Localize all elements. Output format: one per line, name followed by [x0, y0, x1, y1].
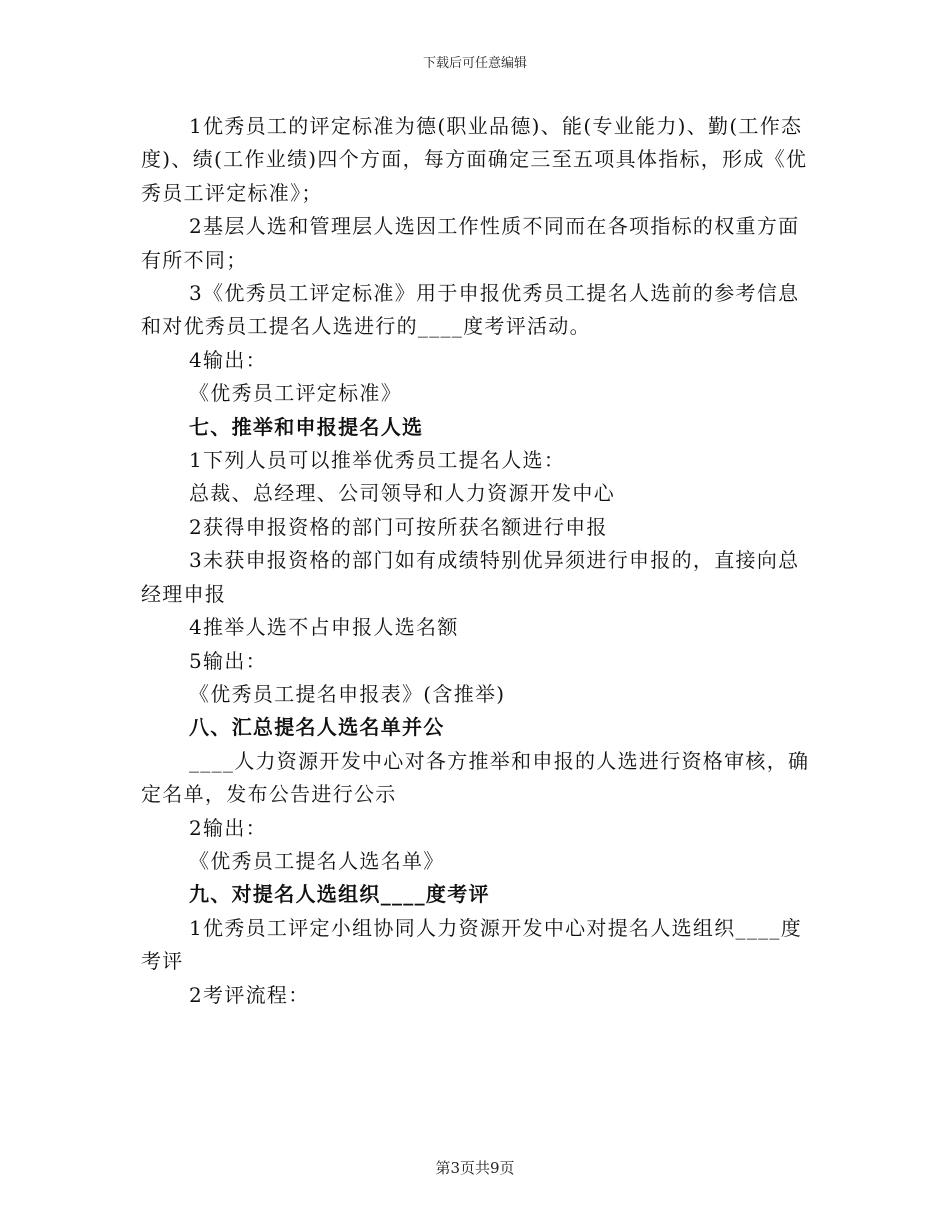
paragraph: 2获得申报资格的部门可按所获名额进行申报	[189, 514, 608, 539]
paragraph: 4推举人选不占申报人选名额	[189, 615, 459, 640]
paragraph: 3《优秀员工评定标准》用于申报优秀员工提名人选前的参考信息和对优秀员工提名人选进行的____度考评活动。	[141, 281, 800, 339]
paragraph: 5输出：	[189, 648, 267, 673]
paragraph: 总裁、总经理、公司领导和人力资源开发中心	[189, 481, 615, 506]
section-heading: 七、推举和申报提名人选	[189, 414, 424, 439]
paragraph: 2输出：	[189, 815, 267, 840]
paragraph: 1优秀员工评定小组协同人力资源开发中心对提名人选组织____度考评	[141, 915, 803, 974]
section-heading: 九、对提名人选组织____度考评	[189, 882, 490, 907]
page-header: 下载后可任意编辑	[422, 56, 527, 71]
paragraph: 《优秀员工提名申报表》(含推举)	[189, 681, 506, 706]
paragraph: 3未获申报资格的部门如有成绩特别优异须进行申报的，直接向总经理申报	[141, 548, 800, 606]
document-body	[141, 110, 813, 1012]
paragraph: 2基层人选和管理层人选因工作性质不同而在各项指标的权重方面有所不同；	[141, 214, 800, 272]
page-footer: 第3页共9页	[435, 1159, 515, 1177]
paragraph: ____人力资源开发中心对各方推举和申报的人选进行资格审核，确定名单，发布公告进行公示	[141, 748, 810, 807]
paragraph: 1优秀员工的评定标准为德(职业品德)、能(专业能力)、勤(工作态度)、绩(工作业绩)四个方面，每方面确定三至五项具体指标，形成《优秀员工评定标准》；	[141, 114, 808, 205]
paragraph: 《优秀员工评定标准》	[189, 381, 402, 406]
section-heading: 八、汇总提名人选名单并公	[189, 715, 445, 740]
paragraph: 4输出：	[189, 347, 267, 372]
paragraph: 《优秀员工提名人选名单》	[189, 848, 445, 873]
paragraph: 2考评流程：	[189, 982, 310, 1007]
paragraph: 1下列人员可以推举优秀员工提名人选：	[189, 448, 566, 473]
